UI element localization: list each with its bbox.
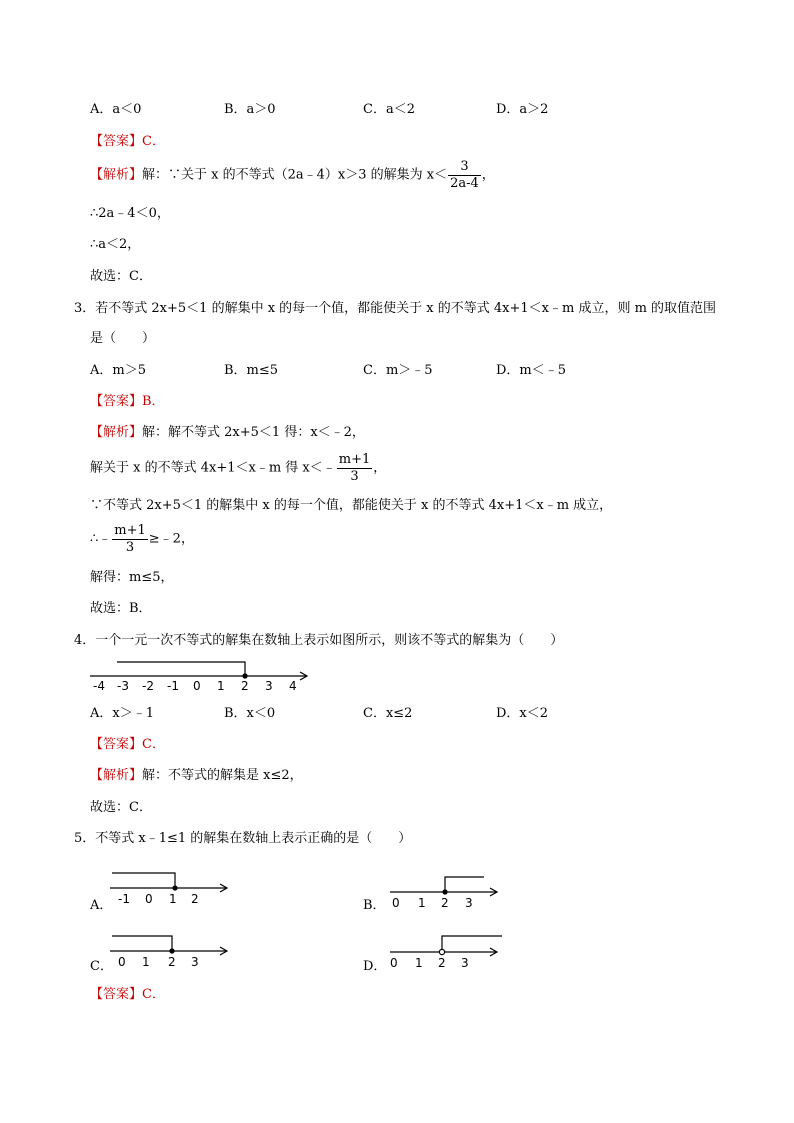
q5-option-d-number-line: [388, 930, 508, 960]
q5-answer: 【答案】C．: [90, 987, 165, 1002]
fraction-numerator: m+1: [114, 523, 146, 538]
q3-analysis-line2: [90, 453, 386, 483]
closed-endpoint: [172, 885, 177, 890]
open-endpoint: [439, 949, 444, 954]
q4-option-a: A．x＞﹣1: [90, 706, 154, 721]
q5-option-d-tick: 2: [438, 956, 446, 970]
q3-answer: 【答案】B．: [90, 394, 165, 409]
analysis-text: ，: [373, 460, 387, 476]
q4-option-c: C．x≤2: [363, 706, 413, 721]
q5-stem: 5．不等式 x﹣1≤1 的解集在数轴上表示正确的是（ ）: [74, 831, 412, 846]
q2-option-d: D．a＞2: [496, 102, 549, 117]
q5-option-a-tick: 2: [191, 892, 199, 906]
q5-option-b-tick: 2: [441, 896, 449, 910]
closed-endpoint: [242, 673, 247, 678]
fraction-numerator: 3: [448, 160, 481, 176]
q4-tick-label: 4: [289, 679, 297, 693]
q2-analysis-line4: 故选：C．: [90, 269, 152, 284]
q5-option-c-tick: 0: [118, 955, 126, 969]
q4-tick-label: 3: [265, 679, 273, 693]
closed-endpoint: [169, 948, 174, 953]
analysis-tag: 【解析】: [90, 425, 143, 440]
q5-option-a-letter: A．: [90, 898, 113, 913]
fraction: [448, 160, 481, 190]
solution-bracket: [112, 936, 172, 951]
q3-analysis-line4: [90, 524, 194, 554]
q4-analysis-line1: [90, 769, 303, 782]
fraction-denominator: 2a-4: [450, 175, 479, 191]
q3-analysis-line1: [90, 426, 365, 439]
q4-tick-label: -4: [93, 679, 105, 693]
q5-option-c-tick: 1: [142, 955, 150, 969]
q2-option-a: A．a＜0: [90, 102, 142, 117]
q5-option-b-tick: 3: [465, 896, 473, 910]
q5-option-d-tick: 3: [461, 956, 469, 970]
q4-tick-label: -2: [142, 679, 154, 693]
fraction: [112, 524, 148, 554]
q4-analysis-line2: 故选：C．: [90, 800, 152, 815]
q3-option-b: B．m≤5: [224, 363, 279, 378]
q4-tick-label: -3: [117, 679, 129, 693]
q3-option-c: C．m＞﹣5: [363, 363, 433, 378]
q3-option-d: D．m＜﹣5: [496, 363, 567, 378]
q5-option-a-tick: 1: [169, 892, 177, 906]
q2-analysis-line3: ∴a＜2，: [90, 237, 141, 252]
analysis-text: 解：∵关于 x 的不等式（2a﹣4）x＞3 的解集为 x＜: [142, 167, 448, 183]
analysis-text: 解：解不等式 2x+5＜1 得：x＜﹣2，: [142, 425, 365, 440]
q5-option-d-tick: 1: [415, 956, 423, 970]
q2-option-c: C．a＜2: [363, 102, 415, 117]
fraction-denominator: 3: [125, 539, 135, 555]
q5-option-a-tick: -1: [118, 892, 130, 906]
q5-option-c-letter: C．: [90, 959, 113, 974]
analysis-text: ，: [481, 167, 495, 183]
solution-bracket: [445, 877, 484, 892]
fraction: [337, 453, 373, 483]
q3-option-a: A．m＞5: [90, 363, 146, 378]
fraction-numerator: m+1: [338, 452, 371, 467]
analysis-text: ∴﹣: [90, 531, 112, 547]
fraction-denominator: 3: [350, 468, 359, 484]
q4-answer: 【答案】C．: [90, 737, 165, 752]
q2-answer: 【答案】C．: [90, 134, 165, 149]
q5-option-b-letter: B．: [363, 898, 386, 913]
q5-option-b-tick: 0: [392, 896, 400, 910]
q4-tick-label: -1: [167, 679, 179, 693]
q3-analysis-line6: 故选：B．: [90, 601, 152, 616]
q3-analysis-line3: ∵不等式 2x+5＜1 的解集中 x 的每一个值，都能使关于 x 的不等式 4x+1＜x﹣m 成立，: [90, 498, 613, 513]
q4-option-b: B．x＜0: [224, 706, 276, 721]
solution-bracket: [117, 662, 245, 676]
q5-option-d-letter: D．: [363, 959, 387, 974]
q5-option-a-tick: 0: [145, 892, 153, 906]
q4-stem: 4．一个一元一次不等式的解集在数轴上表示如图所示，则该不等式的解集为（ ）: [74, 633, 564, 648]
solution-bracket: [112, 873, 175, 888]
q5-option-c-tick: 2: [168, 955, 176, 969]
q2-analysis-line1: [90, 160, 495, 190]
q5-option-d-tick: 0: [390, 956, 398, 970]
q3-stem-line1: 3．若不等式 2x+5＜1 的解集中 x 的每一个值，都能使关于 x 的不等式 4x+1＜x﹣m 成立，则 m 的取值范围: [74, 301, 717, 316]
analysis-text: 解：不等式的解集是 x≤2，: [142, 768, 303, 783]
analysis-text: ≥﹣2，: [148, 531, 194, 547]
q4-tick-label: 1: [217, 679, 225, 693]
closed-endpoint: [442, 889, 447, 894]
q5-option-c-tick: 3: [191, 955, 199, 969]
q2-option-b: B．a＞0: [224, 102, 276, 117]
q3-stem-line2: 是（ ）: [90, 331, 156, 346]
analysis-tag: 【解析】: [90, 167, 143, 183]
q5-option-b-tick: 1: [418, 896, 426, 910]
analysis-tag: 【解析】: [90, 768, 143, 783]
q4-tick-label: 0: [193, 679, 201, 693]
q2-analysis-line2: ∴2a﹣4＜0，: [90, 206, 170, 221]
q4-tick-label: 2: [241, 679, 249, 693]
q4-option-d: D．x＜2: [496, 706, 549, 721]
q3-analysis-line5: 解得：m≤5，: [90, 570, 174, 585]
analysis-text: 解关于 x 的不等式 4x+1＜x﹣m 得 x＜﹣: [90, 460, 336, 476]
